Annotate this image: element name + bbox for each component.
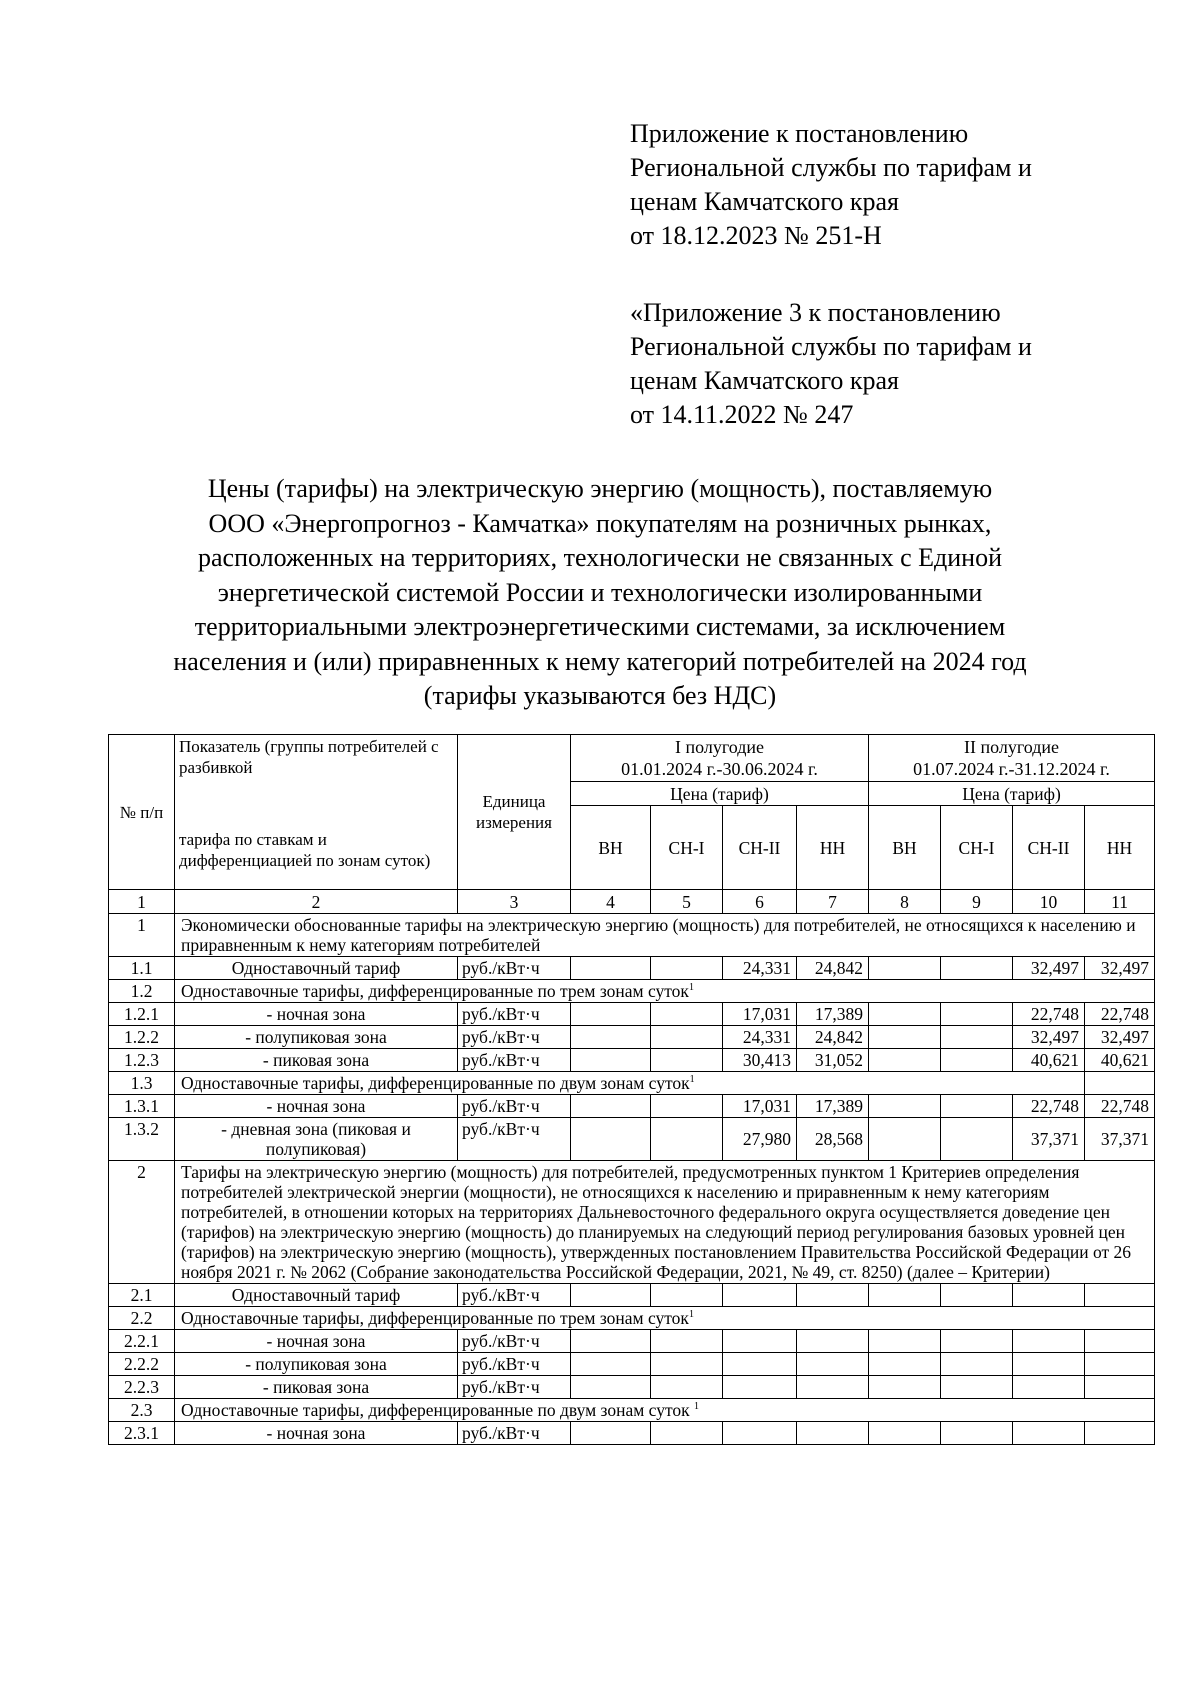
value-cell	[869, 1026, 941, 1049]
value-cell	[571, 1353, 651, 1376]
value-cell	[941, 1095, 1013, 1118]
table-row	[109, 1049, 1155, 1072]
value-cell	[651, 1422, 723, 1445]
value-cell: 24,331	[723, 957, 797, 980]
row-unit: руб./кВт·ч	[458, 1026, 571, 1049]
row-unit: руб./кВт·ч	[458, 1095, 571, 1118]
value-cell	[869, 1330, 941, 1353]
row-unit: руб./кВт·ч	[458, 1003, 571, 1026]
row-name: - полупиковая зона	[175, 1353, 458, 1376]
row-name: Одноставочный тариф	[175, 1284, 458, 1307]
value-cell: 24,331	[723, 1026, 797, 1049]
value-cell	[1085, 1376, 1155, 1399]
document-title	[110, 472, 1090, 714]
appendix-line: Региональной службы по тарифам и	[630, 332, 1032, 361]
row-unit: руб./кВт·ч	[458, 1353, 571, 1376]
table-row	[109, 957, 1155, 980]
title-line: расположенных на территориях, технологически не связанных с Единой	[197, 543, 1003, 572]
col-number: 9	[941, 890, 1013, 914]
value-cell	[651, 1353, 723, 1376]
col-number: 11	[1085, 890, 1155, 914]
row-num: 1.2	[109, 980, 175, 1003]
subsection-row	[109, 980, 1155, 1003]
empty-cell	[1085, 1072, 1155, 1095]
value-cell	[651, 1095, 723, 1118]
col-number: 6	[723, 890, 797, 914]
row-num: 1.3.1	[109, 1095, 175, 1118]
value-cell: 22,748	[1013, 1003, 1085, 1026]
row-num: 1	[109, 914, 175, 957]
value-cell	[1013, 1284, 1085, 1307]
value-cell	[797, 1330, 869, 1353]
value-cell	[571, 1284, 651, 1307]
level-header: СН-II	[1013, 806, 1085, 890]
row-name: - пиковая зона	[175, 1049, 458, 1072]
header-row	[109, 782, 1155, 806]
table-row	[109, 1118, 1155, 1161]
value-cell	[571, 1376, 651, 1399]
col-number: 5	[651, 890, 723, 914]
value-cell	[1013, 1353, 1085, 1376]
header-price-half1: Цена (тариф)	[571, 782, 869, 806]
table-row	[109, 1284, 1155, 1307]
value-cell	[869, 957, 941, 980]
value-cell	[1085, 1422, 1155, 1445]
value-cell: 17,031	[723, 1003, 797, 1026]
value-cell	[941, 957, 1013, 980]
value-cell	[1085, 1284, 1155, 1307]
row-name: - пиковая зона	[175, 1376, 458, 1399]
row-num: 2.2.1	[109, 1330, 175, 1353]
col-number: 10	[1013, 890, 1085, 914]
row-unit: руб./кВт·ч	[458, 1330, 571, 1353]
row-unit: руб./кВт·ч	[458, 1049, 571, 1072]
col-number: 8	[869, 890, 941, 914]
value-cell	[941, 1422, 1013, 1445]
value-cell: 17,031	[723, 1095, 797, 1118]
section-text: Тарифы на электрическую энергию (мощность) для потребителей, предусмотренных пунктом 1 Критериев определения потребителей электрической энергии (мощности), не относящихся к населению и приравненным к нему категориям потребителей, в отношении которых на территориях Дальневосточного федерального округа осуществляется доведение цен (тарифов) на электрическую энергию (мощность) до планируемых на следующий период регулирования базовых уровней цен (тарифов) на электрическую энергию (мощность), утвержденных постановлением Правительства Российской Федерации от 26 ноября 2021 г. № 2062 (Собрание законодательства Российской Федерации, 2021, № 49, ст. 8250) (далее – Критерии)	[175, 1161, 1155, 1284]
half1-period: 01.01.2024 г.-30.06.2024 г.	[621, 759, 818, 779]
value-cell	[1013, 1376, 1085, 1399]
col-number: 4	[571, 890, 651, 914]
value-cell	[869, 1376, 941, 1399]
value-cell	[869, 1049, 941, 1072]
title-line: населения и (или) приравненных к нему категорий потребителей на 2024 год	[173, 646, 1027, 676]
row-num: 1.2.3	[109, 1049, 175, 1072]
subsection-label: Одноставочные тарифы, дифференцированные по двум зонам суток	[181, 1400, 695, 1420]
row-unit: руб./кВт·ч	[458, 1422, 571, 1445]
subsection-text	[175, 1072, 1013, 1095]
value-cell	[869, 1095, 941, 1118]
value-cell	[1013, 1330, 1085, 1353]
subsection-row	[109, 1307, 1155, 1330]
appendix-header-current	[630, 117, 1150, 253]
title-line: Цены (тарифы) на электрическую энергию (мощность), поставляемую	[207, 474, 993, 503]
appendix-line: «Приложение 3 к постановлению	[630, 298, 1001, 327]
appendix-line: Приложение к постановлению	[630, 119, 969, 148]
header-price-half2: Цена (тариф)	[869, 782, 1155, 806]
header-unit: Единица измерения	[458, 735, 571, 890]
value-cell	[797, 1284, 869, 1307]
column-number-row	[109, 890, 1155, 914]
value-cell	[941, 1330, 1013, 1353]
value-cell	[571, 1003, 651, 1026]
section-row	[109, 1161, 1155, 1284]
value-cell	[797, 1353, 869, 1376]
subsection-row	[109, 1072, 1155, 1095]
subsection-text	[175, 1307, 1155, 1330]
value-cell: 22,748	[1085, 1095, 1155, 1118]
subsection-label: Одноставочные тарифы, дифференцированные по трем зонам суток	[181, 981, 689, 1001]
level-header: СН-I	[941, 806, 1013, 890]
value-cell	[651, 1118, 723, 1161]
value-cell	[651, 1049, 723, 1072]
value-cell	[651, 1003, 723, 1026]
value-cell: 32,497	[1013, 1026, 1085, 1049]
header-indicator-top: Показатель (группы потребителей с разбивкой	[175, 735, 458, 782]
appendix-line: Региональной службы по тарифам и	[630, 153, 1032, 182]
value-cell: 27,980	[723, 1118, 797, 1161]
value-cell: 37,371	[1085, 1118, 1155, 1161]
value-cell	[571, 957, 651, 980]
row-name: - полупиковая зона	[175, 1026, 458, 1049]
value-cell	[941, 1284, 1013, 1307]
value-cell: 30,413	[723, 1049, 797, 1072]
value-cell	[1085, 1353, 1155, 1376]
col-number: 2	[175, 890, 458, 914]
value-cell	[941, 1003, 1013, 1026]
value-cell	[651, 1026, 723, 1049]
value-cell: 17,389	[797, 1095, 869, 1118]
value-cell: 32,497	[1085, 957, 1155, 980]
value-cell	[571, 1049, 651, 1072]
value-cell: 28,568	[797, 1118, 869, 1161]
value-cell	[571, 1118, 651, 1161]
value-cell	[651, 1376, 723, 1399]
footnote-mark: 1	[688, 1309, 694, 1321]
value-cell	[1085, 1330, 1155, 1353]
value-cell	[1013, 1422, 1085, 1445]
row-num: 2	[109, 1161, 175, 1284]
value-cell	[571, 1330, 651, 1353]
table-row	[109, 1353, 1155, 1376]
row-name: - ночная зона	[175, 1422, 458, 1445]
row-num: 2.1	[109, 1284, 175, 1307]
value-cell: 22,748	[1085, 1003, 1155, 1026]
half2-title: II полугодие	[963, 737, 1060, 757]
level-header: СН-I	[651, 806, 723, 890]
row-num: 1.2.2	[109, 1026, 175, 1049]
value-cell	[797, 1422, 869, 1445]
appendix-line: от 18.12.2023 № 251-Н	[630, 221, 882, 250]
value-cell	[723, 1284, 797, 1307]
title-line: энергетической системой России и технологически изолированными	[217, 577, 983, 607]
appendix-line: ценам Камчатского края	[630, 187, 899, 216]
value-cell: 37,371	[1013, 1118, 1085, 1161]
row-name: - ночная зона	[175, 1330, 458, 1353]
subsection-row	[109, 1399, 1155, 1422]
level-header: ВН	[869, 806, 941, 890]
value-cell	[571, 1095, 651, 1118]
row-num: 2.2.2	[109, 1353, 175, 1376]
row-num: 1.1	[109, 957, 175, 980]
value-cell: 40,621	[1085, 1049, 1155, 1072]
title-line: территориальными электроэнергетическими системами, за исключением	[194, 612, 1006, 641]
value-cell: 32,497	[1085, 1026, 1155, 1049]
section-row	[109, 914, 1155, 957]
half1-title: I полугодие	[674, 737, 765, 757]
empty-cell	[1013, 1072, 1085, 1095]
value-cell	[651, 1330, 723, 1353]
value-cell	[941, 1376, 1013, 1399]
row-num: 1.3	[109, 1072, 175, 1095]
value-cell	[723, 1330, 797, 1353]
table-row	[109, 1003, 1155, 1026]
appendix-line: от 14.11.2022 № 247	[630, 400, 854, 429]
row-num: 2.2	[109, 1307, 175, 1330]
value-cell: 40,621	[1013, 1049, 1085, 1072]
value-cell	[723, 1376, 797, 1399]
table-row	[109, 1095, 1155, 1118]
value-cell	[869, 1284, 941, 1307]
title-line: (тарифы указываются без НДС)	[423, 681, 777, 710]
row-num: 1.3.2	[109, 1118, 175, 1161]
row-unit: руб./кВт·ч	[458, 1376, 571, 1399]
level-header: НН	[797, 806, 869, 890]
value-cell	[941, 1118, 1013, 1161]
subsection-label: Одноставочные тарифы, дифференцированные по трем зонам суток	[181, 1308, 689, 1328]
row-num: 1.2.1	[109, 1003, 175, 1026]
row-unit: руб./кВт·ч	[458, 1284, 571, 1307]
value-cell: 31,052	[797, 1049, 869, 1072]
col-number: 3	[458, 890, 571, 914]
row-name: - ночная зона	[175, 1003, 458, 1026]
row-num: 2.3.1	[109, 1422, 175, 1445]
level-header: СН-II	[723, 806, 797, 890]
col-number: 7	[797, 890, 869, 914]
subsection-text	[175, 1399, 1155, 1422]
appendix-line: ценам Камчатского края	[630, 366, 899, 395]
value-cell: 22,748	[1013, 1095, 1085, 1118]
value-cell	[651, 1284, 723, 1307]
value-cell	[941, 1049, 1013, 1072]
value-cell: 24,842	[797, 957, 869, 980]
header-indicator-bottom: тарифа по ставкам и дифференциацией по зонам суток)	[175, 782, 458, 890]
value-cell: 32,497	[1013, 957, 1085, 980]
section-text: Экономически обоснованные тарифы на электрическую энергию (мощность) для потребителей, не относящихся к населению и приравненным к нему категориям потребителей	[175, 914, 1155, 957]
header-half1	[571, 735, 869, 782]
table-row	[109, 1026, 1155, 1049]
header-num: № п/п	[109, 735, 175, 890]
value-cell	[797, 1376, 869, 1399]
value-cell	[941, 1026, 1013, 1049]
row-name: - ночная зона	[175, 1095, 458, 1118]
table-row	[109, 1376, 1155, 1399]
value-cell: 24,842	[797, 1026, 869, 1049]
footnote-mark: 1	[689, 1074, 695, 1086]
header-half2	[869, 735, 1155, 782]
value-cell	[571, 1026, 651, 1049]
value-cell	[651, 957, 723, 980]
subsection-text	[175, 980, 1155, 1003]
value-cell	[869, 1118, 941, 1161]
value-cell	[869, 1422, 941, 1445]
row-unit: руб./кВт·ч	[458, 1118, 571, 1161]
row-name: - дневная зона (пиковая и полупиковая)	[175, 1118, 458, 1161]
footnote-mark: 1	[688, 982, 694, 994]
half2-period: 01.07.2024 г.-31.12.2024 г.	[913, 759, 1110, 779]
title-line: ООО «Энергопрогноз - Камчатка» покупателям на розничных рынках,	[208, 508, 992, 538]
row-unit: руб./кВт·ч	[458, 957, 571, 980]
subsection-label: Одноставочные тарифы, дифференцированные по двум зонам суток	[181, 1073, 690, 1093]
col-number: 1	[109, 890, 175, 914]
value-cell	[869, 1353, 941, 1376]
level-header: ВН	[571, 806, 651, 890]
tariff-table	[108, 734, 1155, 1445]
level-header: НН	[1085, 806, 1155, 890]
table-row	[109, 1422, 1155, 1445]
header-row	[109, 735, 1155, 782]
value-cell	[869, 1003, 941, 1026]
value-cell: 17,389	[797, 1003, 869, 1026]
value-cell	[941, 1353, 1013, 1376]
row-name: Одноставочный тариф	[175, 957, 458, 980]
row-num: 2.2.3	[109, 1376, 175, 1399]
table-row	[109, 1330, 1155, 1353]
value-cell	[723, 1422, 797, 1445]
footnote-mark: 1	[694, 1401, 700, 1413]
row-num: 2.3	[109, 1399, 175, 1422]
appendix-header-amended	[630, 296, 1150, 432]
value-cell	[571, 1422, 651, 1445]
value-cell	[723, 1353, 797, 1376]
